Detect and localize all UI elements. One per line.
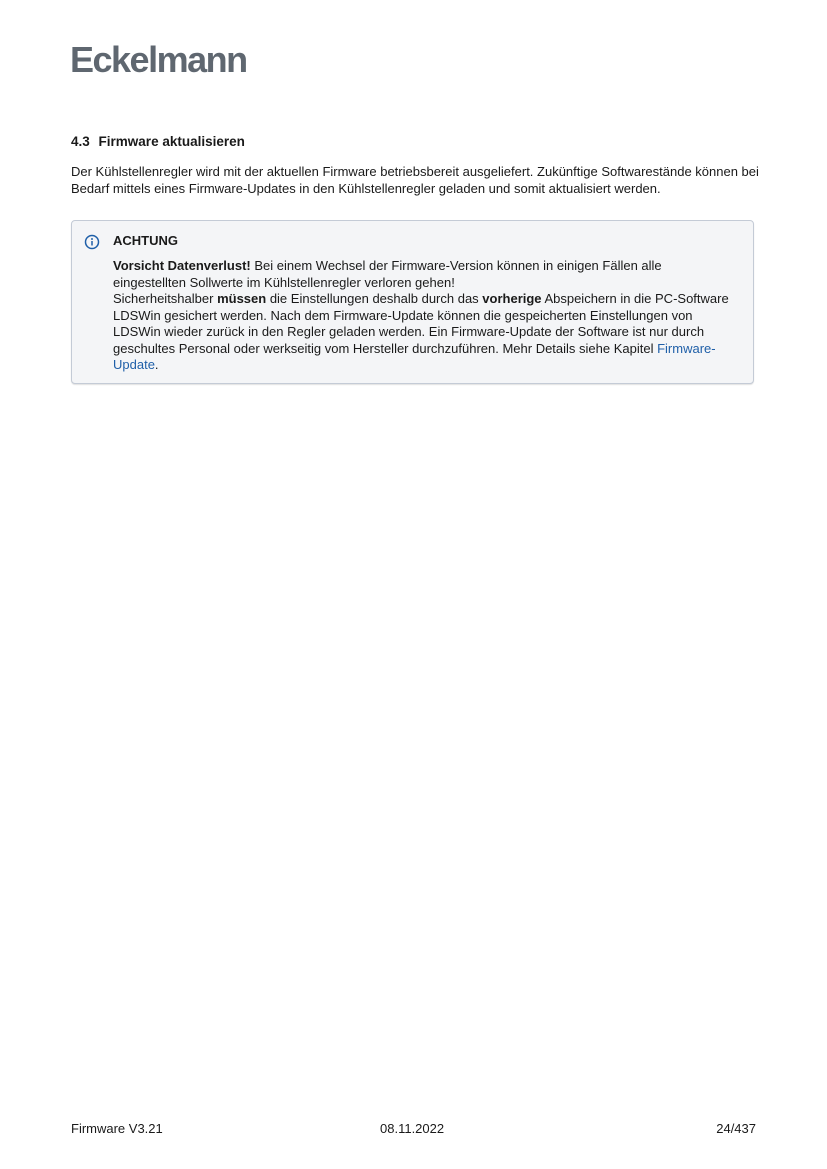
emphasis-vorherige: vorherige <box>482 291 542 306</box>
intro-paragraph: Der Kühlstellenregler wird mit der aktuellen Firmware betriebsbereit ausgeliefert. Zukünftige Softwarestände können bei Bedarf mittels eines Firmware-Updates in den Kühlstellenregler geladen und somit aktualisiert werden. <box>71 164 759 196</box>
notice-title: ACHTUNG <box>113 233 178 248</box>
notice-body <box>113 258 738 374</box>
notice-text: Bei einem Wechsel der Firmware-Version können in einigen Fällen alle eingestellten Sollwerte im Kühlstellenregler verloren gehen! <box>113 258 662 290</box>
info-icon <box>84 234 100 250</box>
emphasis-muessen: müssen <box>217 291 267 306</box>
footer-firmware-version: Firmware V3.21 <box>71 1121 163 1136</box>
section-number: 4.3 <box>71 134 90 149</box>
section-heading <box>71 133 245 151</box>
notice-text: Abspeichern in die PC-Software LDSWin gesichert werden. Nach dem Firmware-Update können die gespeicherten Einstellungen von LDSWin wieder zurück in den Regler geladen werden. Ein Firmware-Update der Software ist nur durch geschultes Personal oder werkseitig vom Hersteller durchzuführen. Mehr Details siehe Kapitel <box>113 291 729 356</box>
eckelmann-logo: Eckelmann <box>70 39 247 80</box>
section-title: Firmware aktualisieren <box>98 134 245 149</box>
notice-text: . <box>154 357 159 372</box>
warning-panel <box>71 220 754 384</box>
notice-text: die Einstellungen deshalb durch das <box>266 291 483 306</box>
notice-text: Sicherheitshalber <box>113 291 218 306</box>
footer-page-number: 24/437 <box>716 1121 756 1136</box>
warning-emphasis: Vorsicht Datenverlust! <box>113 258 251 273</box>
firmware-update-link[interactable]: Firmware-Update <box>113 340 716 372</box>
footer-date: 08.11.2022 <box>380 1121 445 1136</box>
